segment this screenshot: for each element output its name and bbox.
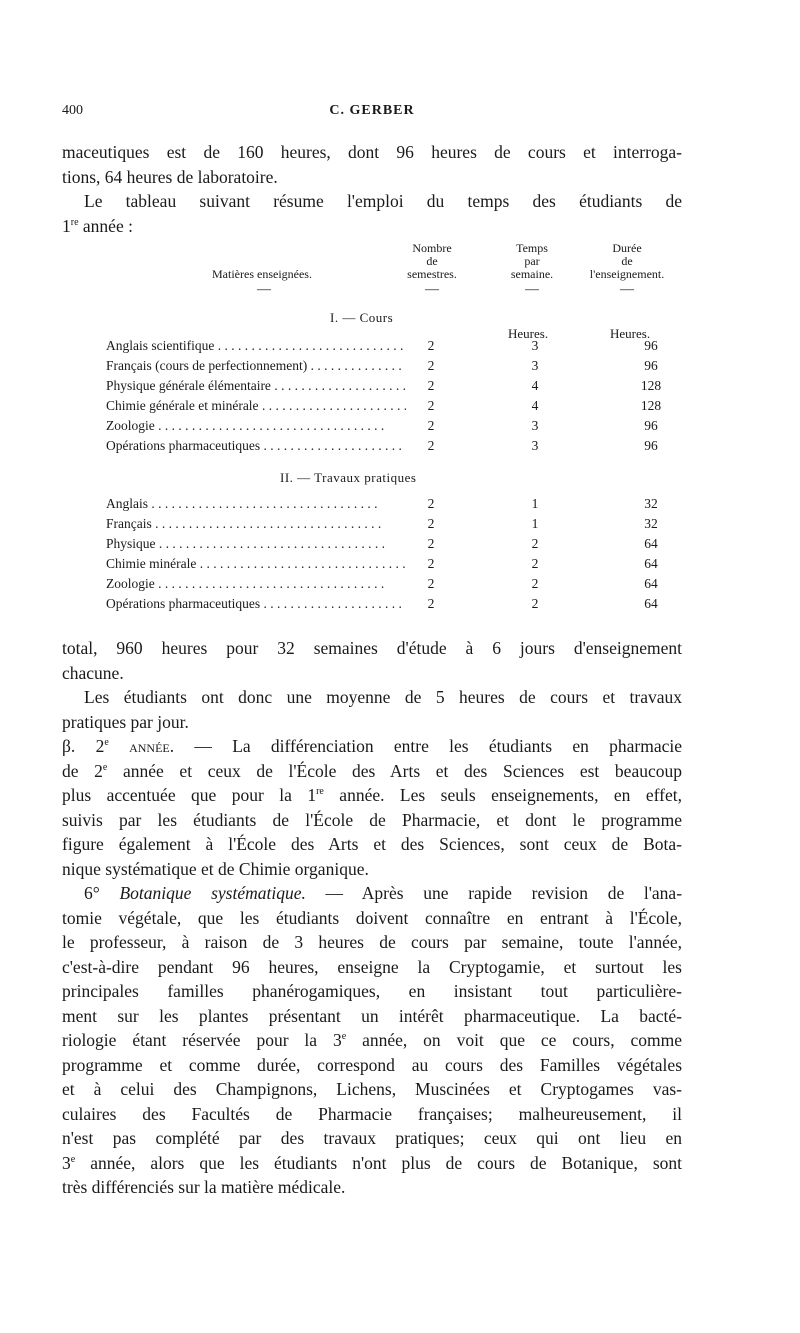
text-line: figure également à l'École des Arts et des Sciences, sont ceux de Bota- — [62, 834, 682, 854]
text-line — [62, 759, 682, 784]
text-fragment: année et ceux de l'École des Arts et des Sciences est beaucoup — [107, 760, 682, 781]
text-line — [62, 734, 682, 759]
header-line: de — [621, 254, 633, 268]
row-hours-per-week: 2 — [531, 576, 539, 591]
running-head-author: C. GERBER — [329, 103, 415, 118]
row-semesters: 2 — [427, 398, 435, 413]
row-subject: Anglais . . . — [106, 496, 406, 512]
row-hours-per-week: 2 — [531, 536, 539, 551]
row-subject: Opérations pharmaceutiques . . . — [106, 438, 406, 454]
row-subject: Zoologie . . . — [106, 576, 406, 592]
section-title-cours: I. — Cours — [330, 310, 394, 325]
ordinal-sup: re — [70, 216, 79, 228]
row-hours-per-week: 1 — [531, 496, 539, 511]
row-total-hours: 128 — [640, 398, 662, 413]
column-header-hours-per-week — [492, 242, 572, 281]
text-line: maceutiques est de 160 heures, dont 96 heures de cours et interroga- — [62, 142, 682, 162]
table-row — [106, 358, 666, 378]
sup: e — [102, 761, 108, 773]
botanique-paragraph — [62, 881, 682, 1200]
text-fragment: année, alors que les étudiants n'ont plus de cours de Botanique, sont — [75, 1152, 682, 1173]
text-line: tions, 64 heures de laboratoire. — [62, 166, 278, 187]
section-lead: β. 2 — [62, 736, 105, 756]
row-subject: Physique générale élémentaire . . . — [106, 378, 406, 394]
text-line: Les étudiants ont donc une moyenne de 5 heures de cours et travaux — [84, 687, 682, 707]
row-hours-per-week: 3 — [531, 418, 539, 433]
sup: re — [316, 786, 324, 798]
header-line: semestres. — [407, 267, 457, 281]
column-header-total-hours — [572, 242, 682, 281]
text-line — [62, 1151, 682, 1176]
row-total-hours: 96 — [644, 418, 658, 433]
section-lead-label: année. — [129, 736, 175, 756]
row-semesters: 2 — [427, 338, 435, 353]
text-fragment: plus accentuée que pour la 1 — [62, 785, 317, 805]
section-title-travaux-pratiques: II. — Travaux pratiques — [280, 470, 417, 485]
text-fragment: année, on voit que ce cours, comme — [346, 1030, 682, 1050]
row-total-hours: 128 — [640, 378, 662, 393]
text-line — [62, 783, 682, 808]
row-semesters: 2 — [427, 358, 435, 373]
row-total-hours: 64 — [644, 596, 658, 611]
sup: e — [70, 1153, 76, 1165]
row-subject: Chimie minérale . . . — [106, 556, 406, 572]
text-fragment: riologie étant réservée pour la 3 — [62, 1030, 342, 1050]
text-line: tomie végétale, que les étudiants doivent connaître en entrant à l'École, — [62, 907, 682, 928]
header-line: Temps — [516, 241, 548, 255]
text-fragment: de 2 — [62, 760, 103, 781]
ordinal: 1 — [62, 215, 71, 236]
row-subject: Opérations pharmaceutiques . . . — [106, 596, 406, 612]
row-total-hours: 64 — [644, 556, 658, 571]
row-hours-per-week: 3 — [531, 358, 539, 373]
header-line: Durée — [612, 241, 642, 255]
table-row — [106, 378, 666, 398]
header-dash: — — [425, 282, 439, 297]
row-semesters: 2 — [427, 378, 435, 393]
table-row — [106, 576, 666, 596]
row-subject: Zoologie . . . — [106, 418, 406, 434]
row-hours-per-week: 3 — [531, 338, 539, 353]
row-semesters: 2 — [427, 556, 435, 571]
header-dash: — — [525, 282, 539, 297]
header-dash: — — [620, 282, 634, 297]
text-line: et à celui des Champignons, Lichens, Muscinées et Cryptogames vas- — [62, 1079, 682, 1099]
text-line: total, 960 heures pour 32 semaines d'étude à 6 jours d'enseignement — [62, 638, 682, 658]
row-semesters: 2 — [427, 576, 435, 591]
table-row — [106, 338, 666, 358]
row-total-hours: 64 — [644, 536, 658, 551]
section-lead-title: Botanique systématique. — [119, 883, 306, 903]
text-line — [62, 1028, 682, 1053]
text-line: suivis par les étudiants de l'École de Pharmacie, et dont le programme — [62, 809, 682, 830]
intro-paragraph — [62, 140, 682, 189]
text-line: chacune. — [62, 662, 124, 683]
row-semesters: 2 — [427, 496, 435, 511]
sup: e — [341, 1031, 347, 1043]
text-line: programme et comme durée, correspond au cours des Familles végétales — [62, 1054, 682, 1075]
header-line: de — [426, 254, 438, 268]
line-rest: — Après une rapide revision de l'ana- — [305, 883, 683, 903]
column-header-subject: Matières enseignées. — [212, 267, 312, 281]
text-fragment: année. Les seuls enseignements, en effet, — [323, 785, 682, 805]
table-row — [106, 596, 666, 616]
row-total-hours: 96 — [644, 338, 658, 353]
table-row — [106, 398, 666, 418]
table-row — [106, 536, 666, 556]
header-line: Nombre — [412, 241, 452, 255]
text-line: ment sur les plantes présentant un intérêt pharmaceutique. La bacté- — [62, 1005, 682, 1026]
text-line: n'est pas complété par des travaux pratiques; ceux qui ont lieu en — [62, 1128, 682, 1148]
row-subject: Physique . . . — [106, 536, 406, 552]
text-line: le professeur, à raison de 3 heures de cours par semaine, toute l'année, — [62, 932, 682, 952]
row-hours-per-week: 1 — [531, 516, 539, 531]
row-total-hours: 32 — [644, 516, 658, 531]
header-line: par — [524, 254, 540, 268]
row-total-hours: 32 — [644, 496, 658, 511]
lead-sup: e — [104, 737, 109, 749]
text-fragment: 3 — [62, 1152, 71, 1173]
row-hours-per-week: 4 — [531, 398, 539, 413]
row-subject: Français . . . — [106, 516, 406, 532]
header-dash: — — [257, 282, 271, 297]
row-hours-per-week: 2 — [531, 596, 539, 611]
unit-label: Heures. — [508, 326, 549, 341]
column-header-semesters — [392, 242, 472, 281]
text-line: principales familles phanérogamiques, en insistant tout particulière- — [62, 981, 682, 1001]
table-row — [106, 556, 666, 576]
page-number: 400 — [62, 103, 83, 118]
row-total-hours: 64 — [644, 576, 658, 591]
header-line: l'enseignement. — [589, 267, 665, 281]
text-line: culaires des Facultés de Pharmacie françaises; malheureusement, il — [62, 1103, 682, 1124]
text-line: pratiques par jour. — [62, 711, 189, 732]
text-line: c'est-à-dire pendant 96 heures, enseigne la Cryptogamie, et surtout les — [62, 956, 682, 977]
row-semesters: 2 — [427, 536, 435, 551]
row-subject: Chimie générale et minérale . . . — [106, 398, 406, 414]
table-row — [106, 438, 666, 458]
moyenne-paragraph — [62, 685, 682, 734]
ordinal-rest: année : — [78, 215, 133, 236]
row-semesters: 2 — [427, 438, 435, 453]
header-line: semaine. — [510, 267, 554, 281]
text-line: Le tableau suivant résume l'emploi du temps des étudiants de — [84, 191, 682, 211]
table-row — [106, 496, 666, 516]
row-hours-per-week: 3 — [531, 438, 539, 453]
unit-label: Heures. — [610, 326, 651, 341]
running-head — [62, 103, 682, 123]
text-line: très différenciés sur la matière médicale. — [62, 1177, 346, 1197]
row-total-hours: 96 — [644, 438, 658, 453]
row-semesters: 2 — [427, 418, 435, 433]
row-total-hours: 96 — [644, 358, 658, 373]
row-hours-per-week: 2 — [531, 556, 539, 571]
row-semesters: 2 — [427, 516, 435, 531]
table-row — [106, 418, 666, 438]
row-hours-per-week: 4 — [531, 378, 539, 393]
row-subject: Anglais scientifique . . . — [106, 338, 406, 354]
deuxieme-annee-paragraph — [62, 734, 682, 881]
line-rest: — La différenciation entre les étudiants en pharmacie — [174, 736, 683, 756]
table-intro-paragraph — [62, 189, 682, 238]
text-line — [62, 214, 682, 239]
row-subject: Français (cours de perfectionnement) . . . — [106, 358, 406, 374]
row-semesters: 2 — [427, 596, 435, 611]
total-paragraph — [62, 636, 682, 685]
text-line — [62, 881, 682, 906]
table-row — [106, 516, 666, 536]
text-line: nique systématique et de Chimie organique. — [62, 858, 369, 879]
section-lead: 6° — [84, 883, 120, 903]
